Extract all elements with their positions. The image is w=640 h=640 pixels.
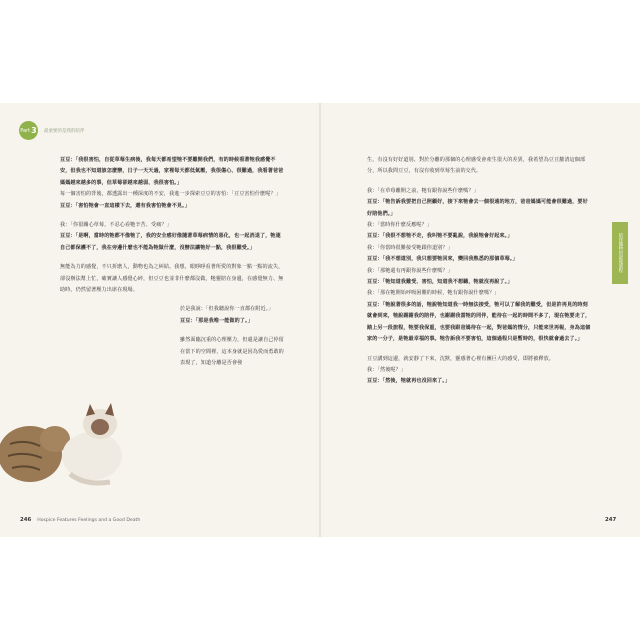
paragraph: 雖然面臨沉重的心理壓力，但還是讓自己停留在當下的空間裡，這本身就是因為愛而勇敢的表現了，知道分離是否會發 [180,337,284,367]
paragraph: 我：「你很關心草莓，不忍心看牠辛苦、受痛？」 [60,222,172,229]
paragraph: 豆豆：「牠知道我難受、害怕，知道我不想聽，牠就沒再說了。」 [367,279,513,286]
paragraph: 豆豆：「害怕牠會一直這樣下去，還有我害怕牠會不見。」 [60,202,190,209]
paragraph: 豆豆：「牠告訴我要把自己照顧好，接下來牠會去一個很遠的地方，爸爸媽媽可能會很難過，要好好陪他們。」 [367,199,588,217]
paragraph: 我：「在草莓離開之前，牠有跟你說些什麼嗎？」 [367,187,479,194]
cats-illustration [0,394,140,494]
paragraph: 豆豆：「然後，牠就再也沒回來了。」 [367,378,451,385]
paragraph: 於是我說：「但我聽說你一直都在附近。」 [180,306,274,313]
paragraph: 我：「那牠還有再跟你說些什麼嗎？」 [367,267,453,274]
paragraph: 無能為力的感覺，不只折磨人，動物也為之糾結。我想，眼睜睜看著所愛的對象一點一點的流失，卻沒辦法幫上忙，確實讓人感覺心碎，但豆豆也並非什麼都沒做，牠靈陪在身邊，在感覺無力、無助時，仍然留著壓力出席在現場。 [60,264,284,294]
paragraph: 豆豆：「我很害怕，自從草莓生病後，我每天都希望牠不要離開我們，有的時候看著牠我感覺不安，但我也不知道該怎麼辦，日子一天天過，家裡每天都低氣壓，我很傷心、很難過，我看著爸爸媽媽越來越多的事，但草莓卻越來越弱、我很害怕。」 [60,157,284,186]
left-footer-title: Hospice Features Feelings and a Good Death [37,518,141,523]
white-cat-face [91,419,109,435]
part-word: Part [20,127,31,134]
paragraph: 生，有沒有好好道別、對於分離的那個的心理感受會產生很大的差異，我希望為豆豆釐清這個部分，所以我問豆豆，有沒有收到草莓生前的交代。 [367,157,586,175]
right-page-text [367,155,591,388]
paragraph: 豆豆：「是啊，當時的牠都不像牠了，我的安全感好像隨著草莓病情的惡化，也一起消退了，牠連自己都保護不了，我在旁邊什麼也不能為牠做什麼，沒辦法讓牠好一點，我很難受。」 [60,233,281,251]
right-page-number: 247 [605,517,617,523]
left-footer [20,517,140,523]
left-page-number: 246 [20,517,32,523]
paragraph: 豆豆：「我不想道別，我只想要牠回來，變回我熟悉的那個草莓。」 [367,256,518,263]
right-footer [605,517,622,523]
paragraph: 我：「當時你什麼反應呢？」 [367,222,432,229]
paragraph: 豆豆：「我很不想牠不走，我叫牠不要亂說，我說牠會好起來。」 [367,233,513,240]
running-title: 最重要的是我的陪伴 [44,129,85,134]
paragraph: 豆豆講到這邊，就安靜了下來，沈默，靈感著心裡有團巨大的感受，即將被釋放。 [367,355,554,362]
book-gutter [319,103,321,537]
left-page-text [60,155,284,370]
part-number: 3 [31,126,37,135]
paragraph: 豆豆：「牠說著很多的話，牠說牠知道我一時無法接受，牠可以了解我的難受，但是許再見的時刻就會到來，牠說謝謝我的陪伴，也謝謝我當牠的同伴，能待在一起的時間不多了，現在牠要走了，踏上另一段旅程，牠要我保重，也要我跟爸媽待在一起，對爸媽的情分，只能來世再報，身為這個家的一分子，是牠最幸福的事。牠告訴我不要害怕，這個過程只是暫時的，很快就會過去了。」 [367,301,591,343]
paragraph: 每一個害怕的背後，都透露出一種深度的不安，我進一步探索豆豆的害怕：「豆豆害怕什麼呢？」 [60,191,281,198]
chapter-side-tab: 陪伴寵物的最後旅程 [612,222,628,284]
paragraph: 我：「你當時很難接受牠跟你道別？」 [367,244,453,251]
part-badge [19,121,38,140]
paragraph: 我：「然後呢？」 [367,366,407,373]
paragraph: 豆豆：「那是我唯一能做的了。」 [180,317,253,324]
paragraph: 我：「那在牠開始呼吸困難的時候，牠有跟你說什麼嗎？」 [367,290,500,297]
